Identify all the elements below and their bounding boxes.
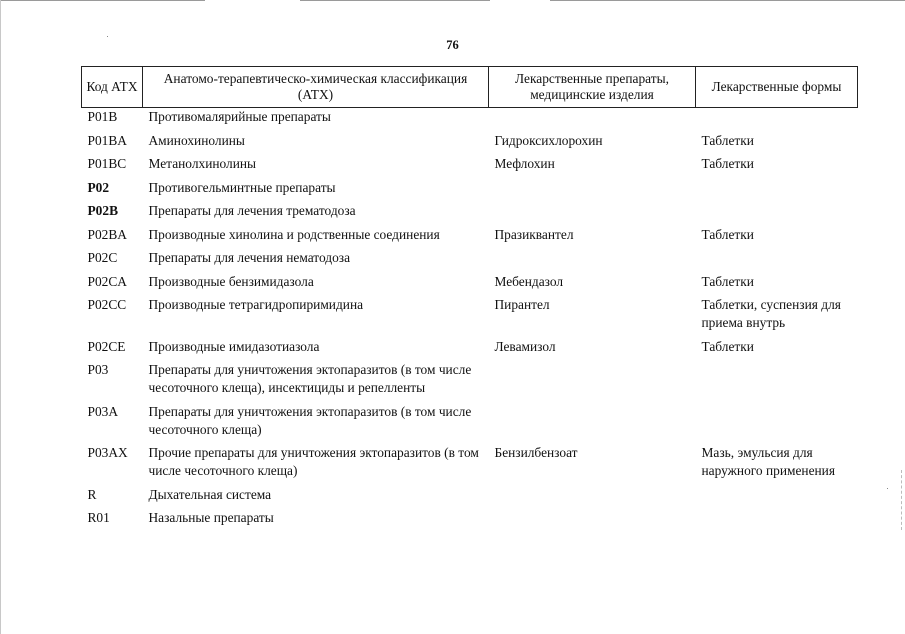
drug-cell: Пирантел: [494, 297, 550, 312]
form-cell: [696, 403, 858, 445]
table-row: [82, 155, 858, 179]
classification-cell: Противомалярийные препараты: [148, 109, 331, 124]
classification-cell: Препараты для лечения трематодоза: [148, 203, 356, 218]
form-cell: Таблетки: [701, 273, 754, 289]
atc-code-cell: P01BC: [87, 156, 127, 171]
form-cell: Таблетки: [701, 132, 754, 148]
atc-code-cell: P02CC: [87, 297, 127, 312]
drug-cell: Гидроксихлорохин: [494, 132, 603, 148]
table-row: [82, 296, 858, 338]
classification-cell: Метанолхинолины: [148, 156, 257, 171]
atc-code-cell: P02CE: [87, 338, 126, 354]
table-header-row: [82, 67, 858, 108]
form-cell: Таблетки: [701, 338, 754, 354]
table-row: [82, 509, 858, 533]
form-cell: [696, 108, 858, 132]
table-row: [82, 249, 858, 273]
classification-cell: Производные имидазотиазола: [148, 338, 320, 354]
table-row: [82, 486, 858, 510]
classification-cell: Прочие препараты для уничтожения эктопаразитов (в том числе чесоточного клеща): [148, 445, 479, 478]
form-cell: [696, 361, 858, 403]
form-cell: [696, 509, 858, 533]
atc-code-cell: P02: [87, 179, 110, 195]
drug-cell: Празиквантел: [494, 226, 574, 242]
form-cell: Таблетки: [701, 226, 754, 242]
form-cell: Мазь, эмульсия для наружного применения: [701, 445, 836, 478]
table-row: [82, 273, 858, 297]
classification-cell: Производные бензимидазола: [148, 273, 314, 289]
drug-cell: [489, 249, 696, 273]
table-row: [82, 361, 858, 403]
page-number: 76: [446, 38, 459, 52]
table-row: [82, 226, 858, 250]
table-row: [82, 403, 858, 445]
classification-cell: Противогельминтные препараты: [148, 179, 336, 195]
atc-code-cell: P03AX: [87, 445, 128, 460]
header-atc-code-label: Код АТХ: [86, 79, 138, 94]
table-row: [82, 108, 858, 132]
table-body: [82, 108, 858, 533]
form-cell: [696, 202, 858, 226]
atc-code-cell: P03A: [87, 403, 119, 419]
table-row: [82, 132, 858, 156]
scan-speck: [887, 488, 888, 489]
header-drugs-label: Лекарственные препараты, медицинские изделия: [515, 71, 669, 102]
form-cell: Таблетки, суспензия для приема внутрь: [701, 297, 841, 330]
drug-cell: [489, 486, 696, 510]
header-forms-label: Лекарственные формы: [711, 79, 842, 94]
classification-cell: Препараты для уничтожения эктопаразитов (в том числе чесоточного клеща), инсектициды и репелленты: [148, 362, 472, 395]
classification-cell: Производные тетрагидропиримидина: [148, 297, 364, 312]
drug-cell: Левамизол: [494, 338, 556, 354]
atc-code-cell: P02CA: [87, 273, 127, 289]
table-row: [82, 444, 858, 486]
header-forms: [696, 67, 858, 108]
atc-code-cell: P03: [87, 362, 109, 377]
atc-code-cell: P01BA: [87, 132, 127, 148]
drug-cell: Мефлохин: [494, 156, 555, 171]
classification-cell: Препараты для уничтожения эктопаразитов (в том числе чесоточного клеща): [148, 403, 472, 437]
table-row: [82, 202, 858, 226]
classification-cell: Назальные препараты: [148, 510, 274, 525]
atc-table: [81, 66, 858, 533]
header-atc-code: [82, 67, 143, 108]
table-row: [82, 179, 858, 203]
atc-code-cell: P01B: [87, 109, 118, 124]
drug-cell: [489, 202, 696, 226]
classification-cell: Дыхательная система: [148, 486, 272, 502]
scan-top-edge: [0, 0, 905, 2]
header-classification: [143, 67, 489, 108]
classification-cell: Аминохинолины: [148, 132, 245, 148]
drug-cell: [489, 361, 696, 403]
drug-cell: [489, 509, 696, 533]
form-cell: [696, 486, 858, 510]
classification-cell: Препараты для лечения нематодоза: [148, 250, 351, 265]
drug-cell: [489, 108, 696, 132]
drug-cell: [489, 403, 696, 445]
form-cell: [696, 179, 858, 203]
atc-code-cell: P02B: [87, 203, 119, 218]
form-cell: [696, 249, 858, 273]
header-drugs: [489, 67, 696, 108]
scan-right-edge: [900, 470, 902, 530]
scan-left-edge: [0, 0, 1, 634]
classification-cell: Производные хинолина и родственные соединения: [148, 226, 440, 242]
atc-code-cell: P02BA: [87, 226, 127, 242]
drug-cell: Бензилбензоат: [494, 445, 578, 460]
atc-code-cell: P02C: [87, 250, 118, 265]
header-classification-label: Анатомо-терапевтическо-химическая классификация (АТХ): [163, 71, 468, 102]
atc-code-cell: R: [87, 486, 97, 502]
atc-code-cell: R01: [87, 510, 110, 525]
scan-speck: [107, 36, 108, 37]
drug-cell: [489, 179, 696, 203]
table-row: [82, 338, 858, 362]
form-cell: Таблетки: [701, 156, 754, 171]
drug-cell: Мебендазол: [494, 273, 564, 289]
